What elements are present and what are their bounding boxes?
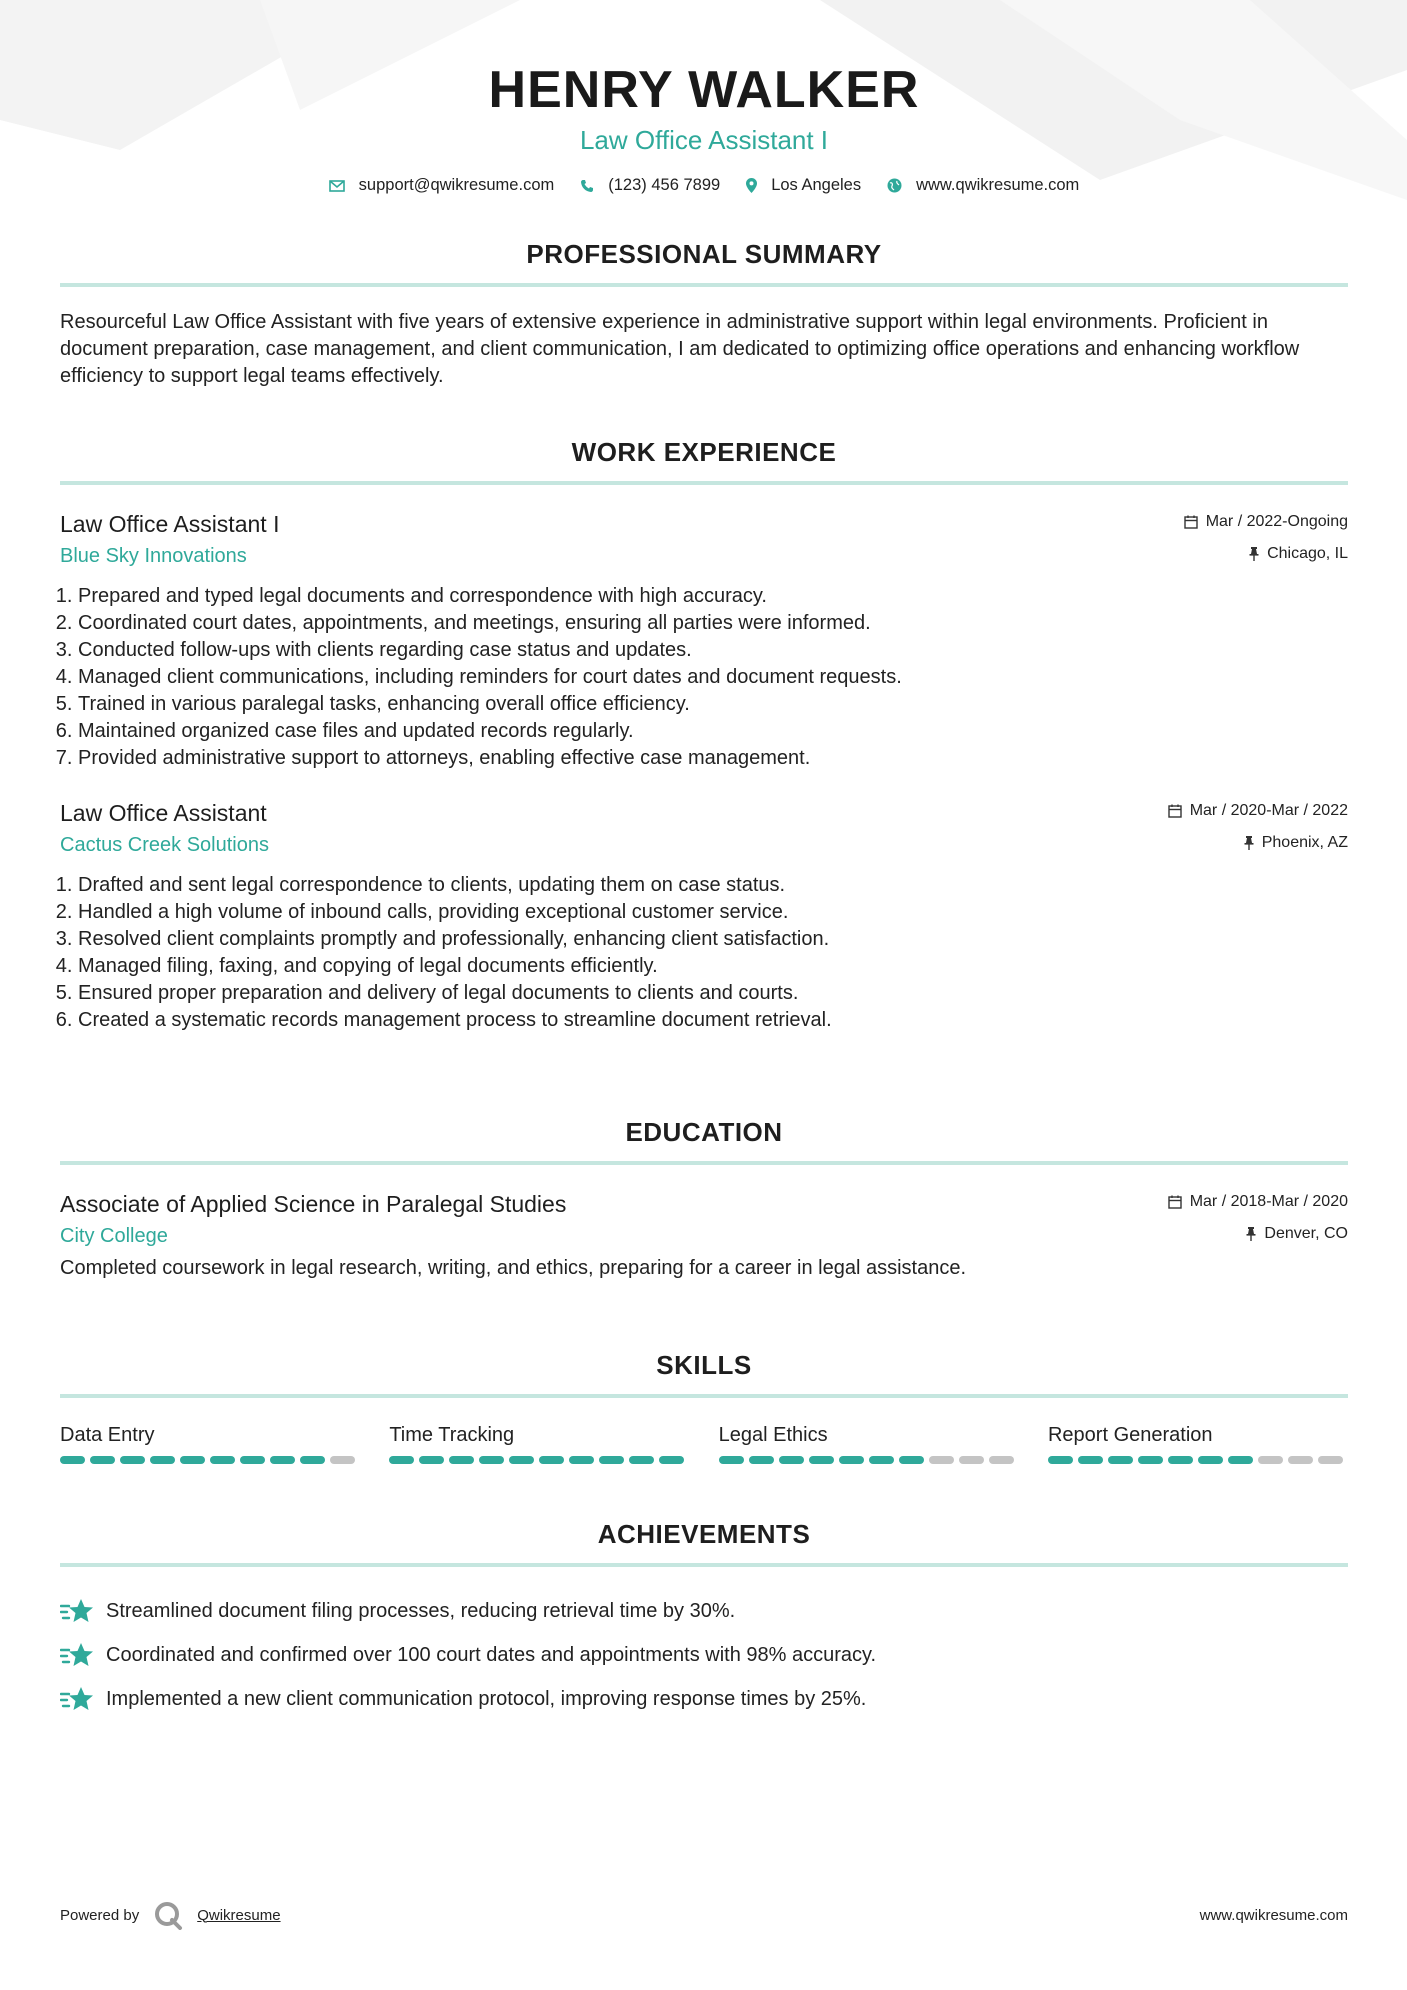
star-icon bbox=[60, 1641, 94, 1669]
list-item: 6. Maintained organized case files and updated records regularly. bbox=[78, 718, 1348, 745]
skills-section bbox=[60, 1349, 1348, 1464]
skill-segment-empty bbox=[330, 1456, 355, 1464]
list-item bbox=[60, 1589, 1348, 1633]
skill-segment-filled bbox=[719, 1456, 744, 1464]
contact-location-text: Los Angeles bbox=[771, 176, 862, 194]
list-item: 5. Trained in various paralegal tasks, enhancing overall office efficiency. bbox=[78, 691, 1348, 718]
contact-email-text: support@qwikresume.com bbox=[358, 176, 555, 194]
skill-name: Time Tracking bbox=[389, 1424, 515, 1446]
education-description: Completed coursework in legal research, writing, and ethics, preparing for a career in legal assistance. bbox=[60, 1257, 967, 1279]
achievements-heading: ACHIEVEMENTS bbox=[597, 1519, 811, 1549]
skill-segment-filled bbox=[599, 1456, 624, 1464]
degree-title: Associate of Applied Science in Paralegal Studies bbox=[60, 1191, 567, 1217]
section-divider bbox=[60, 481, 1348, 485]
contact-bar bbox=[60, 176, 1348, 195]
pushpin-icon bbox=[1246, 1227, 1256, 1241]
job-meta bbox=[1184, 511, 1348, 565]
job-bullets bbox=[60, 583, 1348, 772]
skill-item bbox=[389, 1422, 689, 1464]
skill-segment-filled bbox=[1108, 1456, 1133, 1464]
list-item: 1. Prepared and typed legal documents and correspondence with high accuracy. bbox=[78, 583, 1348, 610]
section-divider bbox=[60, 1394, 1348, 1398]
calendar-icon bbox=[1184, 515, 1198, 529]
contact-phone-text: (123) 456 7899 bbox=[608, 176, 721, 194]
list-item: 3. Resolved client complaints promptly and professionally, enhancing client satisfaction. bbox=[78, 926, 1348, 953]
skill-level-bar bbox=[1048, 1456, 1348, 1464]
list-item: 4. Managed filing, faxing, and copying of legal documents efficiently. bbox=[78, 953, 1348, 980]
skill-segment-filled bbox=[449, 1456, 474, 1464]
skill-segment-empty bbox=[959, 1456, 984, 1464]
skill-segment-filled bbox=[509, 1456, 534, 1464]
skill-segment-filled bbox=[569, 1456, 594, 1464]
skill-segment-empty bbox=[929, 1456, 954, 1464]
skill-segment-filled bbox=[210, 1456, 235, 1464]
job-entry bbox=[60, 798, 1348, 1034]
job-bullets bbox=[60, 872, 1348, 1034]
skill-item bbox=[719, 1422, 1019, 1464]
brand-link[interactable]: Qwikresume bbox=[197, 1906, 281, 1924]
skill-level-bar bbox=[60, 1456, 360, 1464]
job-company: Cactus Creek Solutions bbox=[60, 834, 269, 856]
contact-email[interactable] bbox=[329, 176, 555, 195]
page-footer bbox=[60, 1900, 1348, 1930]
skill-item bbox=[1048, 1422, 1348, 1464]
contact-location bbox=[746, 176, 861, 195]
skill-segment-filled bbox=[1048, 1456, 1073, 1464]
school-name: City College bbox=[60, 1225, 168, 1247]
skill-segment-empty bbox=[1258, 1456, 1283, 1464]
calendar-icon bbox=[1168, 1195, 1182, 1209]
education-entry bbox=[60, 1189, 1348, 1282]
skill-segment-filled bbox=[1168, 1456, 1193, 1464]
list-item: 6. Created a systematic records management process to streamline document retrieval. bbox=[78, 1007, 1348, 1034]
education-section bbox=[60, 1116, 1348, 1282]
education-meta bbox=[1168, 1191, 1348, 1245]
skill-segment-filled bbox=[60, 1456, 85, 1464]
list-item bbox=[60, 1633, 1348, 1677]
skill-segment-filled bbox=[150, 1456, 175, 1464]
section-divider bbox=[60, 283, 1348, 287]
globe-icon bbox=[887, 178, 902, 193]
skill-segment-filled bbox=[1228, 1456, 1253, 1464]
skill-name: Legal Ethics bbox=[718, 1424, 828, 1446]
skill-segment-filled bbox=[120, 1456, 145, 1464]
phone-icon bbox=[580, 179, 594, 193]
skill-segment-filled bbox=[839, 1456, 864, 1464]
skill-segment-filled bbox=[479, 1456, 504, 1464]
education-location-text: Denver, CO bbox=[1264, 1225, 1348, 1242]
skill-segment-filled bbox=[300, 1456, 325, 1464]
resume-header bbox=[60, 0, 1348, 195]
skill-segment-filled bbox=[90, 1456, 115, 1464]
skill-segment-filled bbox=[539, 1456, 564, 1464]
skills-row bbox=[60, 1422, 1348, 1464]
contact-website[interactable] bbox=[887, 176, 1079, 195]
powered-by-label: Powered by bbox=[60, 1906, 140, 1924]
skill-segment-filled bbox=[629, 1456, 654, 1464]
education-dates bbox=[1168, 1191, 1348, 1213]
skill-segment-filled bbox=[869, 1456, 894, 1464]
candidate-name: HENRY WALKER bbox=[488, 61, 920, 119]
job-location-text: Chicago, IL bbox=[1267, 545, 1348, 562]
job-dates bbox=[1184, 511, 1348, 533]
skill-segment-filled bbox=[270, 1456, 295, 1464]
skill-segment-filled bbox=[1198, 1456, 1223, 1464]
pushpin-icon bbox=[1249, 547, 1259, 561]
footer-website-link[interactable]: www.qwikresume.com bbox=[1199, 1906, 1348, 1924]
job-entry bbox=[60, 509, 1348, 772]
list-item: 1. Drafted and sent legal correspondence to clients, updating them on case status. bbox=[78, 872, 1348, 899]
list-item bbox=[60, 1677, 1348, 1721]
skill-name: Data Entry bbox=[60, 1424, 155, 1446]
job-title: Law Office Assistant bbox=[60, 800, 267, 826]
skill-level-bar bbox=[389, 1456, 689, 1464]
summary-section bbox=[60, 238, 1348, 390]
education-location bbox=[1168, 1223, 1348, 1245]
qwikresume-logo-icon bbox=[153, 1900, 183, 1930]
list-item: 3. Conducted follow-ups with clients regarding case status and updates. bbox=[78, 637, 1348, 664]
skill-segment-filled bbox=[779, 1456, 804, 1464]
job-location bbox=[1168, 832, 1348, 854]
achievements-list bbox=[60, 1589, 1348, 1721]
skill-segment-filled bbox=[419, 1456, 444, 1464]
list-item: 2. Handled a high volume of inbound calls, providing exceptional customer service. bbox=[78, 899, 1348, 926]
job-meta bbox=[1168, 800, 1348, 854]
calendar-icon bbox=[1168, 804, 1182, 818]
achievement-text: Streamlined document filing processes, reducing retrieval time by 30%. bbox=[106, 1599, 736, 1622]
job-dates-text: Mar / 2020-Mar / 2022 bbox=[1189, 802, 1348, 819]
skill-item bbox=[60, 1422, 360, 1464]
job-location-text: Phoenix, AZ bbox=[1261, 834, 1348, 851]
skill-segment-filled bbox=[180, 1456, 205, 1464]
skill-segment-empty bbox=[1318, 1456, 1343, 1464]
skill-name: Report Generation bbox=[1047, 1424, 1213, 1446]
skill-level-bar bbox=[719, 1456, 1019, 1464]
candidate-title: Law Office Assistant I bbox=[579, 125, 829, 155]
skill-segment-filled bbox=[240, 1456, 265, 1464]
list-item: 7. Provided administrative support to attorneys, enabling effective case management. bbox=[78, 745, 1348, 772]
skill-segment-filled bbox=[809, 1456, 834, 1464]
skill-segment-filled bbox=[1078, 1456, 1103, 1464]
resume-page bbox=[60, 0, 1348, 1710]
list-item: 2. Coordinated court dates, appointments, and meetings, ensuring all parties were informed. bbox=[78, 610, 1348, 637]
pushpin-icon bbox=[1244, 836, 1254, 850]
star-icon bbox=[60, 1597, 94, 1625]
achievements-section bbox=[60, 1518, 1348, 1721]
skill-segment-filled bbox=[389, 1456, 414, 1464]
contact-phone[interactable] bbox=[580, 176, 720, 195]
summary-heading: PROFESSIONAL SUMMARY bbox=[526, 239, 882, 269]
footer-powered-by bbox=[60, 1900, 281, 1930]
star-icon bbox=[60, 1685, 94, 1713]
skill-segment-filled bbox=[749, 1456, 774, 1464]
summary-text: Resourceful Law Office Assistant with five years of extensive experience in administrative support within legal environments. Proficient in document preparation, case management, and client communication, I am dedicated to optimizing office operations and enhancing workflow efficiency to support legal teams effectively. bbox=[60, 311, 1300, 387]
education-dates-text: Mar / 2018-Mar / 2020 bbox=[1189, 1193, 1348, 1210]
job-company: Blue Sky Innovations bbox=[60, 545, 247, 567]
education-heading: EDUCATION bbox=[625, 1117, 783, 1147]
job-dates-text: Mar / 2022-Ongoing bbox=[1205, 513, 1348, 530]
skill-segment-filled bbox=[1138, 1456, 1163, 1464]
skill-segment-filled bbox=[899, 1456, 924, 1464]
skill-segment-empty bbox=[989, 1456, 1014, 1464]
list-item: 4. Managed client communications, including reminders for court dates and document requests. bbox=[78, 664, 1348, 691]
experience-heading: WORK EXPERIENCE bbox=[571, 437, 837, 467]
list-item: 5. Ensured proper preparation and delivery of legal documents to clients and courts. bbox=[78, 980, 1348, 1007]
job-location bbox=[1184, 543, 1348, 565]
map-pin-icon bbox=[746, 178, 757, 193]
skills-heading: SKILLS bbox=[656, 1350, 752, 1380]
achievement-text: Implemented a new client communication protocol, improving response times by 25%. bbox=[106, 1687, 867, 1710]
envelope-icon bbox=[329, 180, 345, 192]
section-divider bbox=[60, 1161, 1348, 1165]
job-dates bbox=[1168, 800, 1348, 822]
contact-website-text: www.qwikresume.com bbox=[916, 176, 1080, 194]
experience-section bbox=[60, 436, 1348, 1034]
job-title: Law Office Assistant I bbox=[60, 511, 280, 537]
skill-segment-empty bbox=[1288, 1456, 1313, 1464]
skill-segment-filled bbox=[659, 1456, 684, 1464]
achievement-text: Coordinated and confirmed over 100 court dates and appointments with 98% accuracy. bbox=[106, 1643, 877, 1666]
section-divider bbox=[60, 1563, 1348, 1567]
